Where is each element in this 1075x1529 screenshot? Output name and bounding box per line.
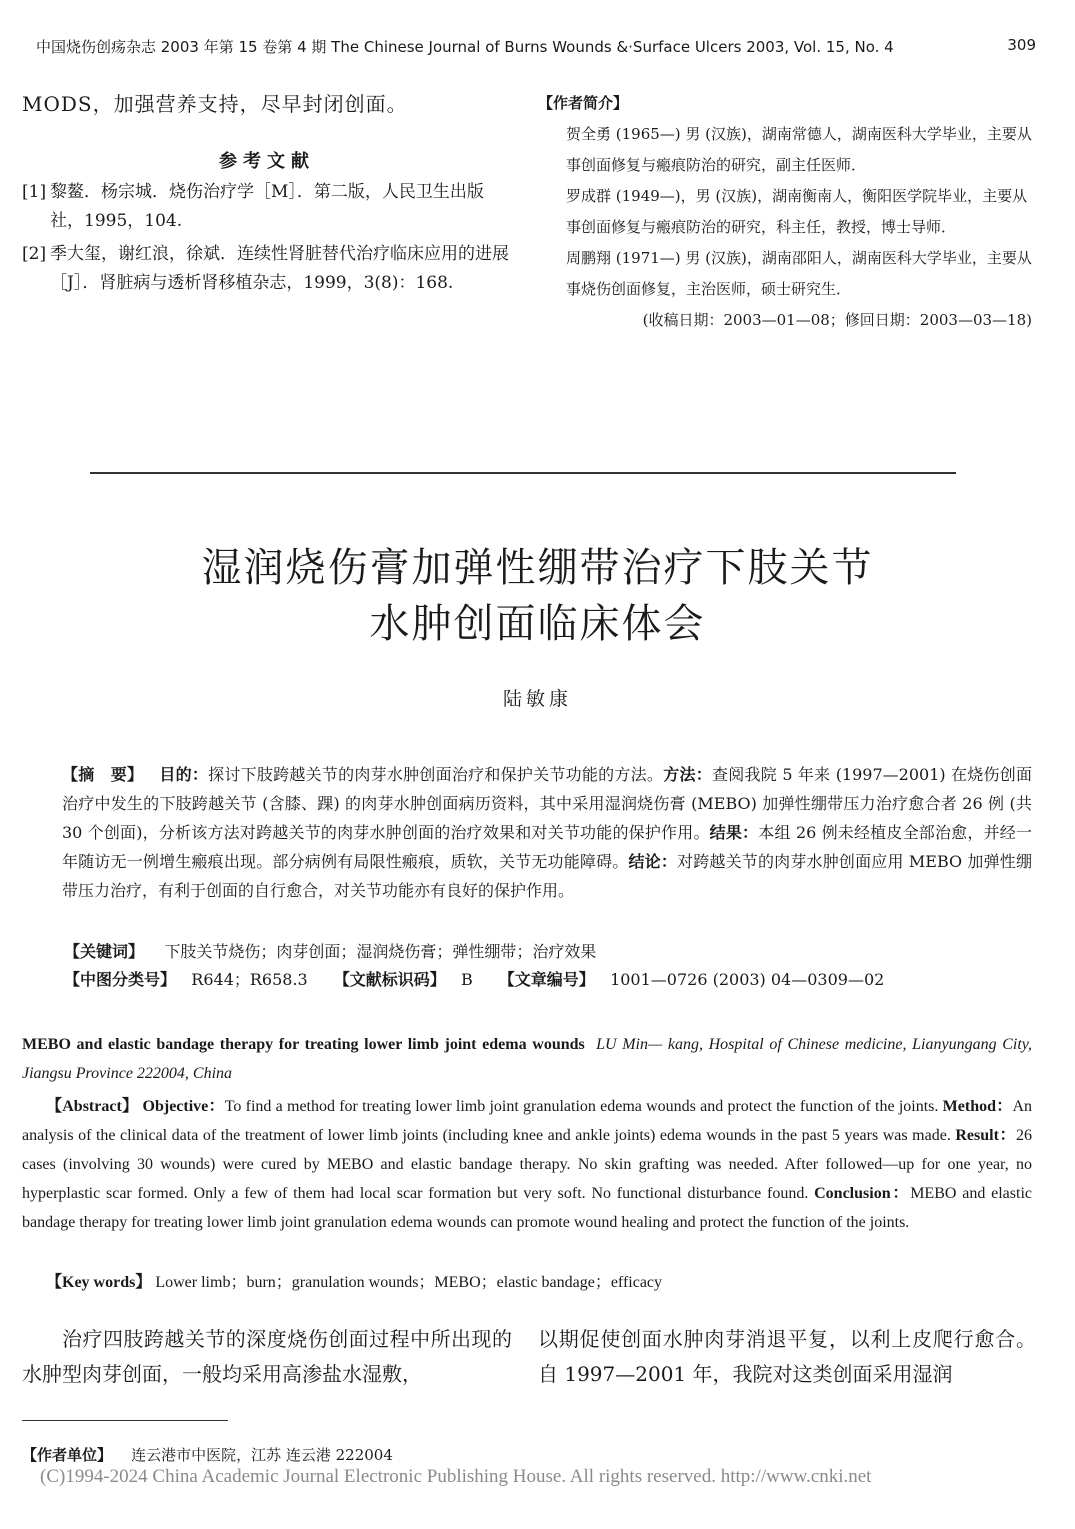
title-line: 湿润烧伤膏加弹性绷带治疗下肢关节	[201, 545, 874, 591]
english-method-label: Method：	[942, 1098, 1013, 1115]
english-result-label: Result：	[955, 1127, 1017, 1144]
english-author-affiliation: LU Min— kang, Hospital of Chinese medicine, Lianyungang City, Jiangsu Province 222004, China	[22, 1036, 1033, 1082]
english-result-text: 26 cases (involving 30 wounds) were cured by MEBO and elastic bandage therapy. No skin grafting was needed. After followed—up for one year, no hyperplastic scar formed. Only a few of them had local scar formation but very soft. No functional disturbance found.	[22, 1127, 1033, 1202]
journal-citation: 中国烧伤创疡杂志 2003 年第 15 卷第 4 期 The Chinese Journal of Burns Wounds &·Surface Ulcers 2003, Vol. 15, No. 4	[36, 38, 894, 56]
footnote-text: 连云港市中医院，江苏 连云港 222004	[131, 1446, 393, 1464]
body-text-left: 治疗四肢跨越关节的深度烧伤创面过程中所出现的水肿型肉芽创面，一般均采用高渗盐水湿敷，	[22, 1327, 512, 1386]
article-author: 陆敏康	[502, 688, 572, 710]
clc-value: R644；R658.3	[191, 970, 308, 989]
clc-label: 【中图分类号】	[64, 970, 177, 989]
reference-number: [2]	[22, 244, 47, 264]
english-objective-label: Objective：	[142, 1098, 225, 1115]
right-column	[538, 88, 1038, 336]
keywords-text: 下肢关节烧伤；肉芽创面；湿润烧伤膏；弹性绷带；治疗效果	[164, 942, 597, 961]
conclusion-label: 结论：	[628, 852, 678, 871]
body-text-right: 以期促使创面水肿肉芽消退平复，以利上皮爬行愈合。自 1997—2001 年，我院对这类创面采用湿润	[538, 1327, 1036, 1386]
reference-item	[22, 240, 512, 298]
english-title: MEBO and elastic bandage therapy for treating lower limb joint edema wounds	[22, 1036, 585, 1053]
article-number-value: 1001—0726 (2003) 04—0309—02	[610, 970, 885, 989]
english-method-text: An analysis of the clinical data of the treatment of lower limb joints (including knee and ankle joints) edema wounds in the past 5 years was made.	[22, 1098, 1033, 1144]
chinese-keywords	[64, 938, 1024, 966]
objective-text: 探讨下肢跨越关节的肉芽水肿创面治疗和保护关节功能的方法。	[208, 765, 664, 784]
classification-line	[64, 966, 1024, 994]
copyright-notice: (C)1994-2024 China Academic Journal Electronic Publishing House. All rights reserved. http://www.cnki.net	[40, 1466, 872, 1487]
abstract-label: 【摘 要】	[62, 765, 144, 784]
method-text: 查阅我院 5 年来 (1997—2001) 在烧伤创面治疗中发生的下肢跨越关节 (含膝、踝) 的肉芽水肿创面病历资料，其中采用湿润烧伤膏 (MEBO) 加弹性绷带压力治疗愈合者 26 例 (共 30 个创面)，分析该方法对跨越关节的肉芽水肿创面的治疗效果和对关节功能的保护作用。	[62, 765, 1032, 842]
reference-item	[22, 178, 512, 236]
keywords-label: 【关键词】	[64, 942, 145, 961]
method-label: 方法：	[663, 765, 712, 784]
author-bio: 周鹏翔 (1971—) 男 (汉族)，湖南邵阳人，湖南医科大学毕业，主要从事烧伤创面修复，主治医师，硕士研究生．	[566, 249, 1032, 298]
footnote-divider	[22, 1420, 228, 1421]
reference-number: [1]	[22, 182, 47, 202]
english-abstract	[22, 1092, 1032, 1237]
english-objective-text: To find a method for treating lower limb joint granulation edema wounds and protect the function of the joints.	[224, 1098, 939, 1115]
doc-code-label: 【文献标识码】	[333, 970, 446, 989]
abstract-paragraph	[22, 760, 1032, 905]
chinese-abstract	[22, 760, 1032, 905]
article-title	[0, 540, 1075, 652]
references-title: 参考文献	[219, 151, 315, 172]
english-abstract-label: 【Abstract】	[46, 1098, 139, 1115]
english-title-block	[22, 1030, 1032, 1088]
english-keywords-label: 【Key words】	[46, 1274, 152, 1291]
author-affiliation-footnote	[22, 1444, 922, 1465]
article-number-label: 【文章编号】	[498, 970, 595, 989]
page-number: 309	[1007, 36, 1036, 54]
result-text: 本组 26 例未经植皮全部治愈，并经一年随访无一例增生瘢痕出现。部分病例有局限性瘢痕，质软，关节无功能障碍。	[62, 823, 1032, 871]
author-bio: 罗成群 (1949—)，男 (汉族)，湖南衡南人，衡阳医学院毕业，主要从事创面修复与瘢痕防治的研究，科主任，教授，博士导师．	[566, 187, 1028, 236]
section-divider	[90, 472, 956, 474]
english-conclusion-text: MEBO and elastic bandage therapy for treating lower limb joint granulation edema wounds can promote wound healing and protect the function of the joints.	[22, 1185, 1032, 1231]
english-keywords-text: Lower limb；burn；granulation wounds；MEBO；elastic bandage；efficacy	[155, 1274, 663, 1291]
doc-code-value: B	[461, 970, 473, 989]
footnote-label: 【作者单位】	[22, 1446, 113, 1464]
running-header	[36, 36, 1036, 60]
objective-label: 目的：	[159, 765, 209, 784]
reference-text: 黎鳌．杨宗城．烧伤治疗学［M］．第二版，人民卫生出版社，1995，104.	[50, 182, 484, 231]
english-keywords	[22, 1268, 1032, 1297]
left-column	[22, 88, 512, 298]
english-conclusion-label: Conclusion：	[814, 1185, 911, 1202]
continuation-text: MODS，加强营养支持，尽早封闭创面。	[22, 92, 408, 116]
result-label: 结果：	[709, 823, 759, 842]
reference-text: 季大玺，谢红浪，徐斌．连续性肾脏替代治疗临床应用的进展［J］．肾脏病与透析肾移植杂志，1999，3(8)：168.	[50, 244, 509, 293]
author-bio: 贺全勇 (1965—) 男 (汉族)，湖南常德人，湖南医科大学毕业，主要从事创面修复与瘢痕防治的研究，副主任医师．	[566, 125, 1032, 174]
conclusion-text: 对跨越关节的肉芽水肿创面应用 MEBO 加弹性绷带压力治疗，有利于创面的自行愈合，对关节功能亦有良好的保护作用。	[62, 852, 1032, 900]
title-line: 水肿创面临床体会	[369, 601, 706, 647]
received-dates: (收稿日期：2003—01—08；修回日期：2003—03—18)	[642, 311, 1032, 329]
bio-title: 【作者简介】	[538, 94, 629, 112]
